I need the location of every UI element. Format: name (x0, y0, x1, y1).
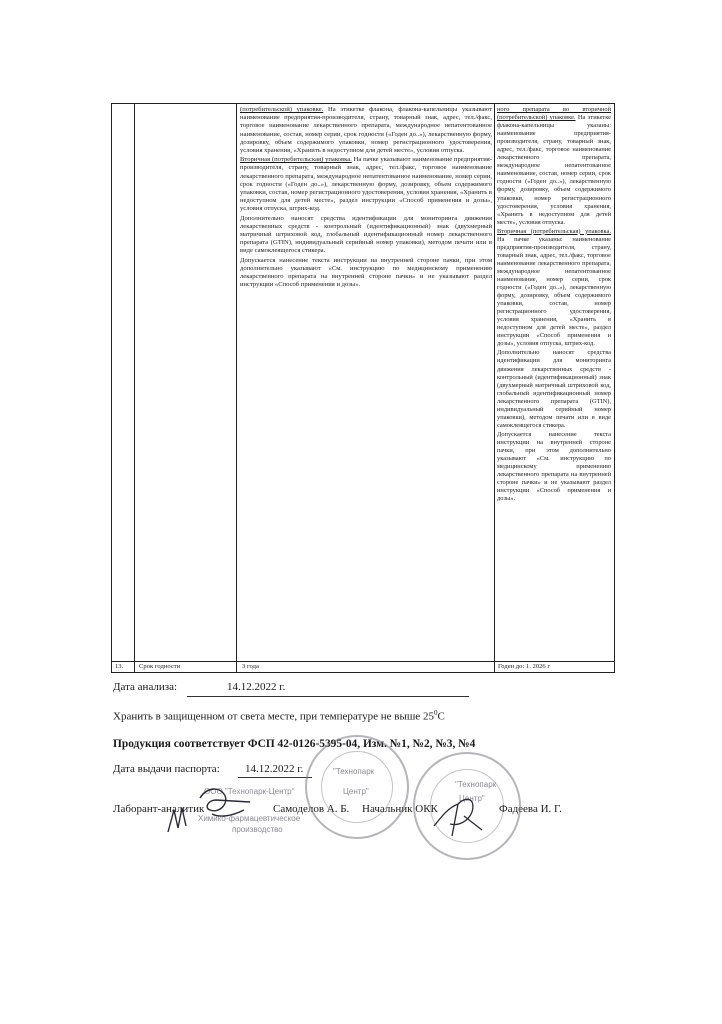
identification-text: Дополнительно наносят средства идентификации для мониторинга движения лекарственных средств - контрольный (идентификационный) знак (двухмерный матричный штриховой код, глобальный идентификационный номер лекарственного препарата (GTIN), индивидуальный серийный номер упаковки), методом печати или в виде самоклеящегося стикера. (497, 349, 611, 429)
seal-text: Центр" (459, 794, 485, 803)
row-result: Годен до: 1. 2026 г (498, 663, 551, 670)
identification-text: Дополнительно наносят средства идентификации для мониторинга движения лекарственных средств - контрольный (идентификационный) знак (двухмерный матричный штриховой код, глобальный идентификационный номер лекарственного препарата (GTIN), индивидуальный серийный номер упаковки), методом печати или в виде самоклеящегося стикера. (240, 214, 492, 255)
qc-head-name: Фадеева И. Г. (499, 803, 562, 815)
label-heading: (потребительской) упаковке. (240, 106, 324, 113)
round-seal-middle (305, 735, 409, 839)
secondary-pack-heading: Вторичная (потребительская) упаковка. (240, 156, 352, 164)
analysis-date-value: 14.12.2022 г. (227, 681, 286, 693)
seal-text: Центр" (343, 787, 369, 796)
row-name: Срок годности (139, 663, 181, 670)
lab-analyst-signature (160, 780, 270, 840)
issue-date-label: Дата выдачи паспорта: (113, 763, 220, 775)
degree-sign: 0 (433, 709, 438, 717)
result-cell-labeling (497, 106, 611, 661)
qc-head-label: Начальник ОКК (362, 803, 438, 815)
label-heading: ного препарата во вторичной (потребительской) упаковке. (497, 106, 611, 122)
instruction-text: Допускается нанесение текста инструкции на внутренней стороне пачки, при этом дополнительно указывают «См. инструкцию по медицинскому применению лекарственного препарата на внутренней стороне пачки» и не указывают раздел инструкции «Способ применения и дозы». (240, 256, 492, 289)
table-divider (494, 104, 495, 672)
conformity-statement: Продукция соответствует ФСП 42-0126-5395-04, Изм. №1, №2, №3, №4 (113, 738, 476, 750)
specification-table (111, 103, 615, 673)
issue-date-value: 14.12.2022 г. (245, 763, 304, 775)
lab-analyst-name: Самоделов А. Б. (273, 803, 350, 815)
storage-unit: С (437, 710, 445, 723)
issue-date-underline (238, 777, 312, 778)
table-divider (236, 104, 237, 672)
row-norm: 3 года (242, 663, 259, 670)
storage-conditions (113, 709, 445, 723)
secondary-pack-heading: Вторичная (потребительская) упаковка. (497, 227, 611, 235)
lab-analyst-label: Лаборант-аналитик (113, 803, 205, 815)
label-text: На этикетке флакона-капельницы указаны: наименование предприятия-производителя, страну, товарный знак, адрес, тел./факс, торговое наименование лекарственного препарата, международное непатентованное наименование, состав, номер серии, срок годности («Годен до..»), лекарственную форму, дозировку, объем содержимого упаковки, номер регистрационного удостоверения, условия хранения, «Хранить в недоступном для детей месте», условия отпуска. (497, 114, 611, 226)
seal-text: "Технопарк (333, 767, 375, 776)
stamp-text: производство (232, 825, 283, 834)
seal-text: "Технопарк (455, 780, 497, 789)
storage-text: Хранить в защищенном от света месте, при температуре не выше 25 (113, 710, 434, 723)
row-number: 13. (115, 663, 124, 670)
label-text: На этикетке флакона, флакона-капельницы указывают наименование предприятия-производителя, страну, товарный знак, адрес, тел./факс, торговое наименование лекарственного препарата, международное непатентованное наименование, состав, номер серии, срок годности («Годен до..»), лекарственную форму, дозировку, объем содержимого упаковки, номер регистрационного удостоверения, условия хранения, «Хранить в недоступном для детей месте», условия отпуска. (240, 106, 492, 155)
analysis-date-underline (187, 696, 469, 697)
secondary-pack-text: На пачке указывают наименование предприятия-производителя, страну, товарный знак, адрес, тел./факс, торговое наименование лекарственного препарата, международное непатентованное наименование, номер серии, срок годности («Годен до..»), лекарственную форму, дозировку, объем содержимого упаковки, состав, номер регистрационного удостоверения, условия хранения, «Хранить в недоступном для детей месте», раздел инструкции «Способ применения и дозы», условия отпуска, штрих-код. (240, 156, 492, 213)
instruction-text: Допускается нанесение текста инструкции на внутренней стороне пачки, при этом дополнительно указывают «См. инструкцию по медицинскому применению лекарственного препарата на внутренней стороне пачки» и не указывают раздел инструкции «Способ применения и дозы». (497, 430, 611, 503)
stamp-text: ООО "Технопарк-Центр" (204, 787, 295, 796)
analysis-date-label: Дата анализа: (113, 681, 178, 693)
qc-head-signature (428, 786, 488, 844)
secondary-pack-text: На пачке указаны: наименование предприятия-производителя, страну, товарный знак, адрес, тел./факс, торговое наименование лекарственного препарата, международное непатентованное наименование, номер серии, срок годности («Годен до..»), лекарственную форму, дозировку, объем содержимого упаковки, состав, номер регистрационного удостоверения, условия хранения, «Хранить в недоступном для детей месте», раздел инструкции «Способ применения и дозы», условия отпуска, штрих-код. (497, 235, 611, 348)
norm-cell-labeling (240, 106, 492, 661)
table-divider (134, 104, 135, 672)
stamp-text: Химико-фармацевтическое (198, 814, 301, 823)
